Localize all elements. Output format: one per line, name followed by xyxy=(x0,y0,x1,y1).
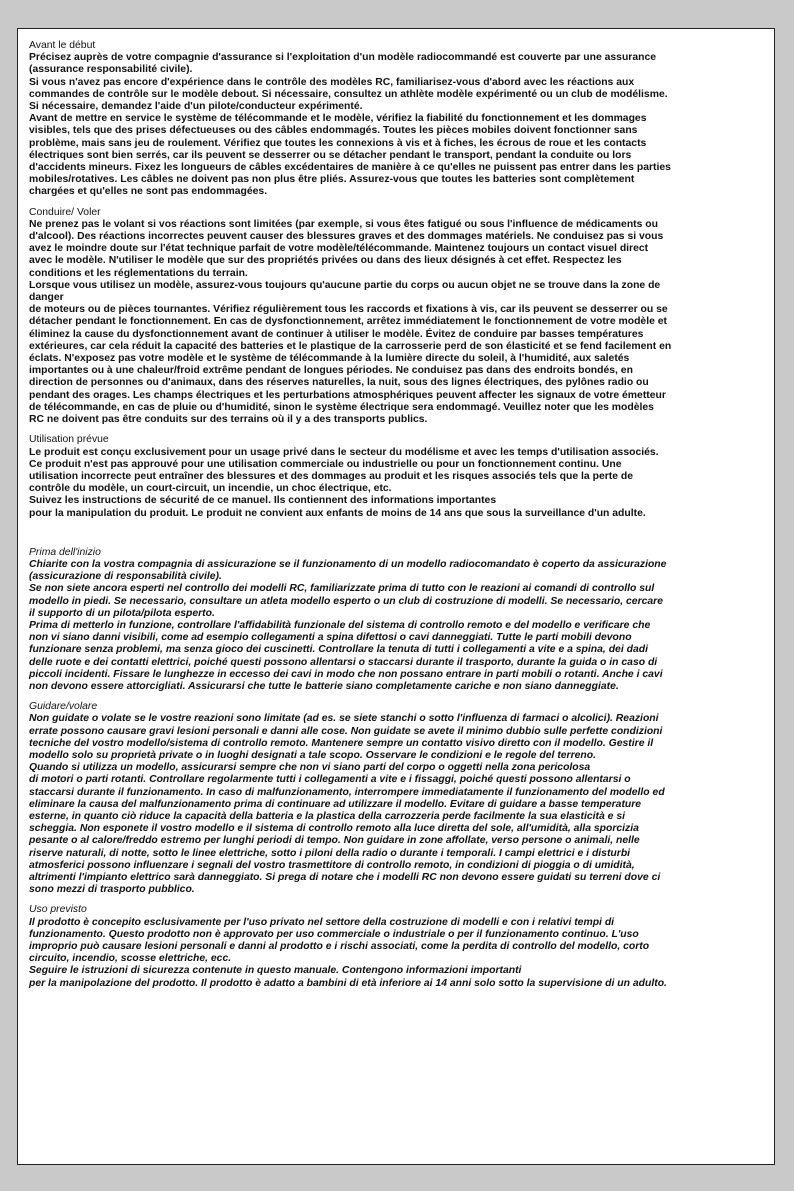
fr-text-driving: Ne prenez pas le volant si vos réactions sont limitées (par exemple, si vous êtes fatigué ou sous l'influence de médicaments ou d'alcool). Des réactions incorrectes peuvent causer des blessures graves et des dommages matériels. Ne conduisez pas si vous avez le moindre doute sur l'état technique parfait de votre modèle/télécommande. Maintenez toujours un contact visuel direct avec le modèle. N'utiliser le modèle que sur des propriétés privées ou dans des lieux désignés à cet effet. Respectez les conditions et les réglementations du terrain. Lorsque vous utilisez un modèle, assurez-vous toujours qu'aucune partie du corps ou aucun objet ne se trouve dans la zone de danger de moteurs ou de pièces tournantes. Vérifiez régulièrement tous les raccords et fixations à vis, car ils peuvent se desserrer ou se détacher pendant le fonctionnement. En cas de dysfonctionnement, arrêtez immédiatement le fonctionnement de votre modèle et éliminez la cause du dysfonctionnement avant de continuer à utiliser le modèle. Évitez de conduire par basses températures extérieures, car cela réduit la capacité des batteries et le plastique de la carrosserie perd de son élasticité et se fend facilement en éclats. N'exposez pas votre modèle et le système de télécommande à la lumière directe du soleil, à l'humidité, aux saletés importantes ou à une chaleur/froid extrême pendant de longues périodes. Ne conduisez pas dans des endroits bondés, en direction de personnes ou d'animaux, dans des réserves naturelles, la nuit, sous des lignes électriques, des pylônes radio ou pendant des orages. Les champs électriques et les perturbations atmosphériques peuvent affecter les signaux de votre émetteur de télécommande, en cas de pluie ou d'humidité, sinon le système électrique sera endommagé. Veuillez noter que les modèles RC ne doivent pas être conduits sur des terrains où il y a des transports publics. xyxy=(29,218,672,426)
fr-text-before-start: Précisez auprès de votre compagnie d'assurance si l'exploitation d'un modèle radiocommandé est couverte par une assurance (assurance responsabilité civile). Si vous n'avez pas encore d'expérience dans le contrôle des modèles RC, familiarisez-vous d'abord avec les réactions aux commandes de contrôle sur le modèle debout. Si nécessaire, consultez un athlète modèle expérimenté ou un club de modélisme. Si nécessaire, demandez l'aide d'un pilote/conducteur expérimenté. Avant de mettre en service le système de télécommande et le modèle, vérifiez la fiabilité du fonctionnement et les dommages visibles, tels que des prises défectueuses ou des câbles endommagés. Toutes les pièces mobiles doivent fonctionner sans problème, mais sans jeu de roulement. Vérifiez que toutes les connexions à vis et à fiches, les écrous de roue et les contacts électriques sont bien serrés, car ils peuvent se desserrer ou se détacher pendant le transport, pendant la conduite ou lors d'accidents mineurs. Fixez les longueurs de câbles excédentaires de manière à ce qu'elles ne puissent pas entrer dans les parties mobiles/rotatives. Les câbles ne doivent pas non plus être pliés. Assurez-vous que toutes les batteries sont complètement chargées et qu'elles ne sont pas endommagées. xyxy=(29,52,671,198)
fr-text-intended-use: Le produit est conçu exclusivement pour un usage privé dans le secteur du modélisme et avec les temps d'utilisation associés. Ce produit n'est pas approuvé pour une utilisation commerciale ou industrielle ou pour un fonctionnement continu. Une utilisation incorrecte peut entraîner des blessures et des dommages au produit et les risques associés tels que la perte de contrôle du modèle, un court-circuit, un incendie, un choc électrique, etc. Suivez les instructions de sécurité de ce manuel. Ils contiennent des informations importantes pour la manipulation du produit. Le produit ne convient aux enfants de moins de 14 ans que sous la surveillance d'un adulte. xyxy=(29,446,659,519)
it-heading-intended-use: Uso previsto xyxy=(29,904,87,916)
fr-heading-before-start: Avant le début xyxy=(29,40,96,51)
it-section-driving xyxy=(29,701,765,896)
manual-page xyxy=(17,28,775,1165)
it-text-intended-use: Il prodotto è concepito esclusivamente per l'uso privato nel settore della costruzione di modelli e con i relativi tempi di funzionamento. Questo prodotto non è approvato per uso commerciale o industriale o per il funzionamento continuo. L'uso improprio può causare lesioni personali e danni al prodotto e i rischi associati, come la perdita di controllo del modello, corto circuito, incendio, scosse elettriche, ecc. Seguire le istruzioni di sicurezza contenute in questo manuale. Contengono informazioni importanti per la manipolazione del prodotto. Il prodotto è adatto a bambini di età inferiore ai 14 anni solo sotto la supervisione di un adulto. xyxy=(29,916,667,989)
fr-heading-driving: Conduire/ Voler xyxy=(29,206,101,218)
fr-section-driving xyxy=(29,207,765,427)
it-section-before-start xyxy=(29,547,765,693)
it-text-driving: Non guidate o volate se le vostre reazioni sono limitate (ad es. se siete stanchi o sotto l'influenza di farmaci o alcolici). Reazioni errate possono causare gravi lesioni personali e danni alle cose. Non guidate se avete il minimo dubbio sulle perfette condizioni tecniche del vostro modello/sistema di controllo remoto. Mantenere sempre un contatto visivo diretto con il modello. Gestire il modello solo su proprietà private o in luoghi designati a tale scopo. Osservare le condizioni e le regole del terreno. Quando si utilizza un modello, assicurarsi sempre che non vi siano parti del corpo o oggetti nella zona pericolosa di motori o parti rotanti. Controllare regolarmente tutti i collegamenti a vite e i fissaggi, poiché questi possono allentarsi o staccarsi durante il funzionamento. In caso di malfunzionamento, interrompere immediatamente il funzionamento del modello ed eliminare la causa del malfunzionamento prima di continuare ad utilizzare il modello. Evitare di guidare a basse temperature esterne, in quanto ciò riduce la capacità della batteria e la plastica della carrozzeria perde facilmente la sua elasticità e si scheggia. Non esponete il vostro modello e il sistema di controllo remoto alla luce diretta del sole, all'umidità, alla sporcizia pesante o al calore/freddo estremo per lunghi periodi di tempo. Non guidare in zone affollate, verso persone o animali, nelle riserve naturali, di notte, sotto le linee elettriche, sotto i piloni della radio o durante i temporali. I campi elettrici e i disturbi atmosferici possono influenzare i segnali del vostro trasmettitore di controllo remoto, in condizioni di pioggia o di umidità, altrimenti l'impianto elettrico sarà danneggiato. Si prega di notare che i modelli RC non devono essere guidati su terreni dove ci sono mezzi di trasporto pubblico. xyxy=(29,713,665,896)
fr-heading-intended-use: Utilisation prévue xyxy=(29,434,109,446)
it-heading-before-start: Prima dell'inizio xyxy=(29,546,101,558)
fr-section-intended-use xyxy=(29,434,765,519)
it-text-before-start: Chiarite con la vostra compagnia di assicurazione se il funzionamento di un modello radiocomandato è coperto da assicurazione (assicurazione di responsabilità civile). Se non siete ancora esperti nel controllo dei modelli RC, familiarizzate prima di tutto con le reazioni ai comandi di controllo sul modello in piedi. Se necessario, consultare un atleta modello esperto o un club di costruzione di modelli. Se necessario, cercare il supporto di un pilota/pilota esperto. Prima di metterlo in funzione, controllare l'affidabilità funzionale del sistema di controllo remoto e del modello e verificare che non vi siano danni visibili, come ad esempio collegamenti a spina difettosi o cavi danneggiati. Tutte le parti mobili devono funzionare senza problemi, ma senza gioco dei cuscinetti. Controllare la tenuta di tutti i collegamenti a vite e a spina, dei dadi delle ruote e dei contatti elettrici, poiché questi possono allentarsi o staccarsi durante il trasporto, durante la guida o in caso di piccoli incidenti. Fissare le lunghezze in eccesso dei cavi in modo che non possano entrare in parti mobili o rotanti. Anche i cavi non devono essere attorcigliati. Assicurarsi che tutte le batterie siano completamente cariche e non siano danneggiate. xyxy=(29,558,667,692)
fr-section-before-start xyxy=(29,40,765,199)
it-heading-driving: Guidare/volare xyxy=(29,701,98,713)
it-section-intended-use xyxy=(29,904,765,989)
